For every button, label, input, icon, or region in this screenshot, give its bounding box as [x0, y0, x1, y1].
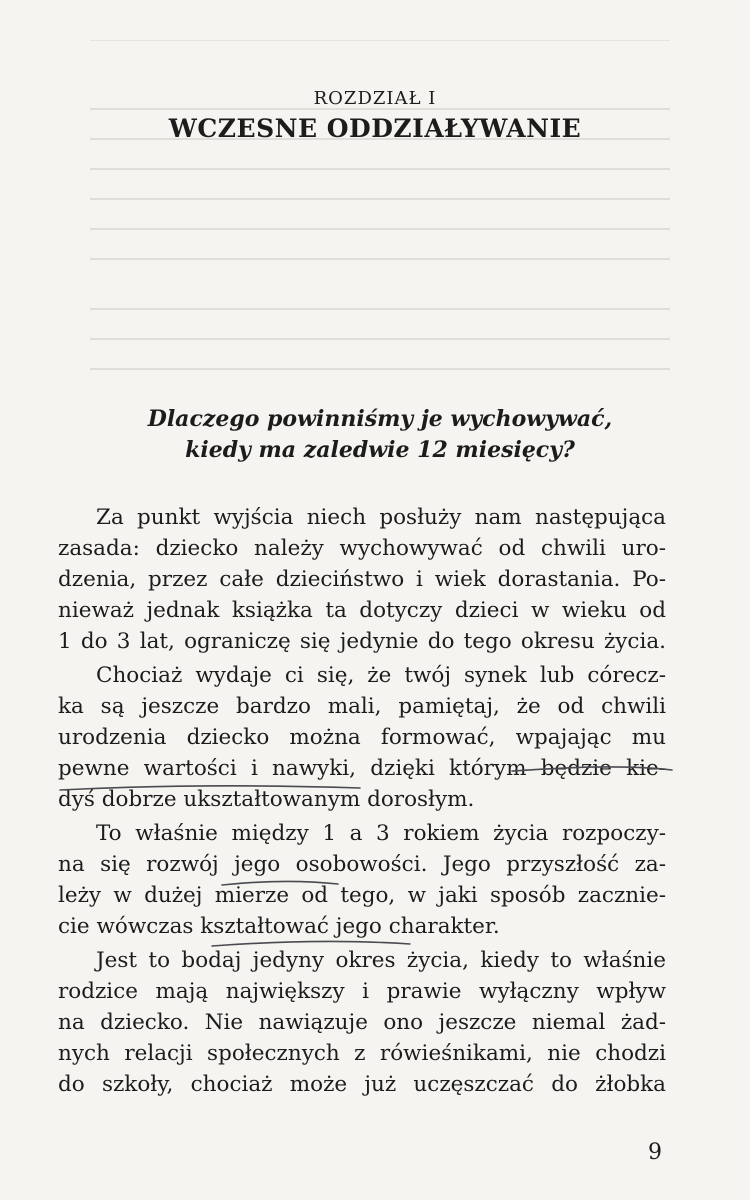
text-line: dzenia, przez całe dzieciństwo i wiek dorastania. Po-: [58, 567, 666, 592]
page-number: 9: [648, 1140, 662, 1165]
section-heading-line: kiedy ma zaledwie 12 miesięcy?: [185, 437, 575, 463]
text-line: dyś dobrze ukształtowanym dorosłym.: [58, 787, 475, 812]
text-line: cie wówczas kształtować jego charakter.: [58, 914, 500, 939]
section-heading-line: Dlaczego powinniśmy je wychowywać,: [147, 406, 613, 432]
text-line: na się rozwój jego osobowości. Jego przyszłość za-: [58, 852, 666, 877]
text-line: rodzice mają największy i prawie wyłączny wpływ: [58, 979, 666, 1004]
text-line: To właśnie między 1 a 3 rokiem życia rozpoczy-: [96, 821, 666, 846]
chapter-title: WCZESNE ODDZIAŁYWANIE: [168, 114, 582, 143]
text-line: Jest to bodaj jedyny okres życia, kiedy to właśnie: [96, 948, 666, 973]
text-line: zasada: dziecko należy wychowywać od chwili uro-: [58, 536, 666, 561]
text-line: leży w dużej mierze od tego, w jaki sposób zacznie-: [58, 883, 666, 908]
paragraph-4: [58, 945, 666, 1100]
paragraph-2: [58, 660, 666, 815]
bleed-through-header: [90, 40, 670, 55]
text-line: na dziecko. Nie nawiązuje ono jeszcze niemal żad-: [58, 1010, 666, 1035]
text-line: 1 do 3 lat, ograniczę się jedynie do tego okresu życia.: [58, 629, 666, 654]
text-line: pewne wartości i nawyki, dzięki którym będzie kie-: [58, 756, 666, 781]
text-line: nych relacji społecznych z rówieśnikami, nie chodzi: [58, 1041, 666, 1066]
body-text: [58, 502, 666, 1103]
section-heading: [120, 404, 640, 466]
text-line: ka są jeszcze bardzo mali, pamiętaj, że od chwili: [58, 694, 666, 719]
text-line: Chociaż wydaje ci się, że twój synek lub córecz-: [96, 663, 666, 688]
text-line: nieważ jednak książka ta dotyczy dzieci w wieku od: [58, 598, 666, 623]
text-line: Za punkt wyjścia niech posłuży nam następująca: [96, 505, 666, 530]
bleed-through-text: [90, 290, 670, 370]
text-line: do szkoły, chociaż może już uczęszczać do żłobka: [58, 1072, 666, 1097]
text-line: urodzenia dziecko można formować, wpajając mu: [58, 725, 666, 750]
paragraph-1: [58, 502, 666, 657]
chapter-label: ROZDZIAŁ I: [313, 88, 437, 109]
paragraph-3: [58, 818, 666, 942]
